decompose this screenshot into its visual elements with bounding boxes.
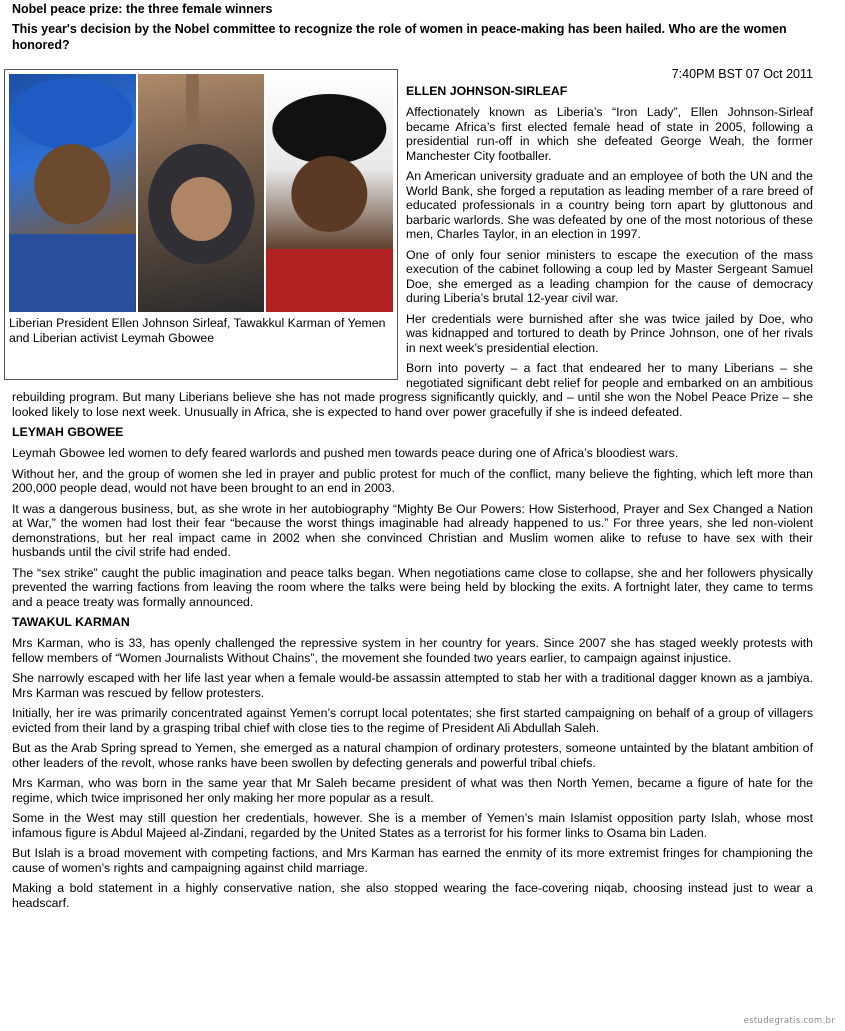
paragraph: Some in the West may still question her credentials, however. She is a member of Yemen’s main Islamist opposition party Islah, whose most infamous figure is Abdul Majeed al-Zindani, regarded by the United States as a terrorist for his former links to Osama bin Laden. [12,811,813,840]
paragraph: It was a dangerous business, but, as she wrote in her autobiography “Mighty Be Our Powers: How Sisterhood, Prayer and Sex Changed a Nation at War,” the women had lost their fear “because the worst things imaginable had already happened to us.” For three years, she led non-violent demonstrations, but her real impact came in 2002 when she convinced Christian and Muslim women alike to refuse to have sex with their husbands until the civil strife had ended. [12,501,813,559]
paragraph: But Islah is a broad movement with competing factions, and Mrs Karman has earned the enmity of its more extremist fringes for championing the cause of women’s rights and campaigning against child marriage. [12,846,813,875]
portrait-photo-3 [266,74,393,312]
portrait-photo-2 [138,74,265,312]
section-heading: TAWAKUL KARMAN [12,615,130,629]
paragraph: Born into poverty – a fact that endeared her to many Liberians – she negotiated significant debt relief for people and embarked on an ambitious rebuilding program. But many Liberians believe she has not made progress significantly quickly, and – until she won the Nobel Peace Prize – she looked likely to lose next week. Unusually in Africa, she is expected to hand over power gracefully if she is indeed defeated. [12,361,813,419]
source-credit: estudegratis.com.br [743,1016,835,1026]
section-heading: ELLEN JOHNSON-SIRLEAF [406,84,568,98]
portrait-photo-1 [9,74,136,312]
paragraph: She narrowly escaped with her life last year when a female would-be assassin attempted to stab her with a traditional dagger known as a jambiya. Mrs Karman was rescued by fellow protesters. [12,671,813,700]
paragraph: Without her, and the group of women she led in prayer and public protest for much of the conflict, many believe the fighting, which left more than 200,000 people dead, would not have been brought to an end in 2003. [12,466,813,495]
paragraph: An American university graduate and an employee of both the UN and the World Bank, she forged a reputation as leading member of a rare breed of educated professionals in a country being torn apart by gluttonous and barbaric warlords. She was defeated by one of the most notorious of these men, Charles Taylor, in an election in 1997. [406,169,813,241]
photo-figure [4,69,398,380]
section-gbowee [12,425,813,609]
article-headline: Nobel peace prize: the three female winners [12,2,273,16]
paragraph: But as the Arab Spring spread to Yemen, she emerged as a natural champion of ordinary protesters, someone untainted by the blatant ambition of other leaders of the revolt, whose ranks have been swollen by defecting generals and powerful tribal chiefs. [12,741,813,770]
paragraph: Mrs Karman, who is 33, has openly challenged the repressive system in her country for years. Since 2007 she has staged weekly protests with fellow members of “Women Journalists Without Chains”, the movement she founded two years earlier, to campaign against injustice. [12,636,813,665]
photo-caption: Liberian President Ellen Johnson Sirleaf, Tawakkul Karman of Yemen and Liberian activist Leymah Gbowee [9,316,386,345]
section-karman [12,615,813,910]
paragraph: The “sex strike” caught the public imagination and peace talks began. When negotiations came close to collapse, she and her followers physically prevented the warring factions from leaving the room where the talks were being held by blocking the exits. A fortnight later, they came to terms and a peace treaty was formally announced. [12,565,813,609]
paragraph: Leymah Gbowee led women to defy feared warlords and pushed men towards peace during one of Africa’s bloodiest wars. [12,446,679,460]
article [9,0,813,916]
paragraph: Mrs Karman, who was born in the same year that Mr Saleh became president of what was then North Yemen, became a figure of hate for the regime, which twice imprisoned her only making her more popular as a result. [12,776,813,805]
paragraph: One of only four senior ministers to escape the execution of the mass execution of the cabinet following a coup led by Master Sergeant Samuel Doe, she emerged as a leading champion for the cause of democracy during Liberia’s brutal 12-year civil war. [406,247,813,305]
paragraph: Affectionately known as Liberia’s “Iron Lady”, Ellen Johnson-Sirleaf became Africa’s first elected female head of state in 2005, following a presidential run-off in which she defeated George Weah, the former Manchester City footballer. [406,105,813,163]
article-deck: This year's decision by the Nobel committee to recognize the role of women in peace-making has been hailed. Who are the women honored? [12,22,787,52]
paragraph: Initially, her ire was primarily concentrated against Yemen’s corrupt local potentates; she first started campaigning on behalf of a group of villagers evicted from their land by a grasping tribal chief with close ties to the regime of President Ali Abdullah Saleh. [12,706,813,735]
paragraph: Her credentials were burnished after she was twice jailed by Doe, who was kidnapped and tortured to death by Prince Johnson, one of her rivals in next week’s presidential election. [406,311,813,355]
section-heading: LEYMAH GBOWEE [12,425,124,439]
photo-strip [9,74,393,312]
paragraph: Making a bold statement in a highly conservative nation, she also stopped wearing the face-covering niqab, choosing instead just to wear a headscarf. [12,881,813,910]
article-timestamp: 7:40PM BST 07 Oct 2011 [671,67,813,81]
